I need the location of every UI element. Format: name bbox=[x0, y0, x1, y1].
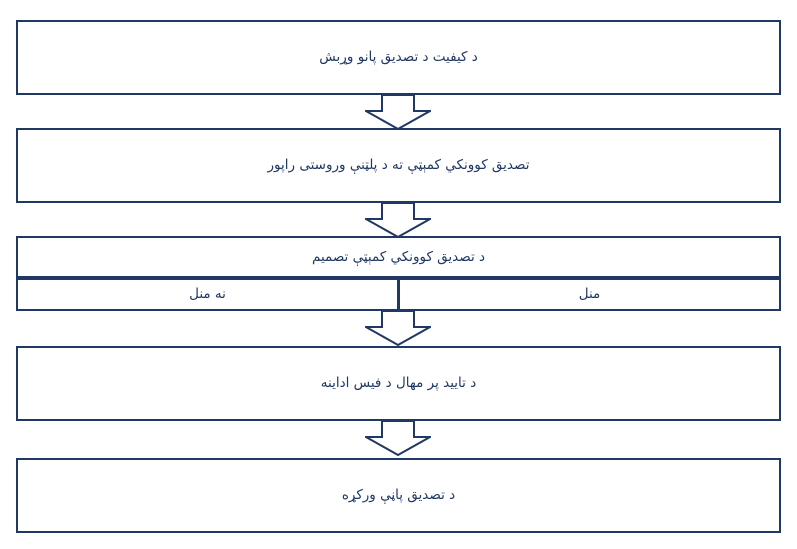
node-label: د تصدیق پاڼې ورکړه bbox=[341, 487, 456, 504]
node-label: منل bbox=[578, 286, 601, 303]
down-arrow-icon bbox=[365, 94, 431, 130]
node-label: تصدیق کوونکي کمېټې ته د پلټنې وروستی راپور bbox=[267, 157, 530, 174]
node-fee-payment bbox=[16, 346, 781, 421]
down-arrow-icon bbox=[365, 420, 431, 456]
node-label: نه منل bbox=[189, 286, 226, 303]
node-decision-accept bbox=[398, 278, 781, 311]
down-arrow-icon bbox=[365, 202, 431, 238]
node-label: د تصدیق کوونکي کمېټې تصمیم bbox=[311, 248, 486, 265]
node-quality-application bbox=[16, 20, 781, 95]
node-committee-decision bbox=[16, 236, 781, 278]
node-label: د کیفیت د تصدیق پانو وړبش bbox=[319, 49, 478, 66]
node-decision-reject bbox=[16, 278, 399, 311]
node-committee-report bbox=[16, 128, 781, 203]
node-label: د تاييد پر مهال د فيس اداينه bbox=[320, 375, 477, 392]
node-certificate-issue bbox=[16, 458, 781, 533]
down-arrow-icon bbox=[365, 310, 431, 346]
